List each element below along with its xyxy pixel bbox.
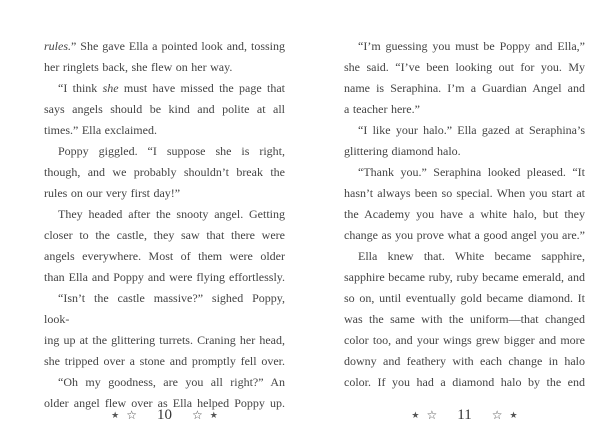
text-line (344, 183, 585, 204)
text-line (44, 288, 285, 330)
text-segment: “I’m guessing you must be Poppy and Ella,” (358, 39, 585, 53)
text-segment: though, and we probably shouldn’t break the (44, 165, 285, 179)
text-line (44, 78, 285, 99)
text-line (344, 225, 585, 246)
paragraph (44, 78, 285, 141)
text-segment: sapphire became ruby, ruby became emerald, and (344, 270, 585, 284)
text-line (344, 351, 585, 372)
text-line (344, 309, 585, 330)
text-segment: ing up at the glittering turrets. Craning her head, (44, 333, 285, 347)
page-text-block (344, 36, 585, 393)
text-line (44, 204, 285, 225)
star-solid-icon: ★ (509, 409, 518, 420)
text-line (44, 225, 285, 246)
star-outline-icon: ☆ (126, 408, 137, 422)
star-solid-icon: ★ (209, 409, 218, 420)
text-segment: her ringlets back, she flew on her way. (44, 60, 233, 74)
text-segment: she tripped over a stone and promptly fell over. (44, 354, 285, 368)
text-line (344, 99, 585, 120)
text-line (44, 141, 285, 162)
text-segment: angels everywhere. Most of them were older (44, 249, 285, 263)
text-line (44, 372, 285, 393)
text-line (44, 267, 285, 288)
text-line (44, 183, 285, 204)
page-number: 10 (157, 406, 172, 423)
text-line (44, 246, 285, 267)
text-segment: “Thank you.” Seraphina looked pleased. “It (358, 165, 585, 179)
star-outline-icon: ☆ (192, 408, 203, 422)
text-line (344, 330, 585, 351)
text-segment: a teacher here.” (344, 102, 420, 116)
text-segment: “I think (58, 81, 103, 95)
text-line (44, 351, 285, 372)
text-segment: glittering diamond halo. (344, 144, 461, 158)
text-segment: was the same with the uniform—that changed (344, 312, 585, 326)
paragraph (44, 36, 285, 78)
text-segment: must have missed the page that (118, 81, 285, 95)
book-page-right (300, 0, 600, 447)
text-line (344, 57, 585, 78)
text-line (44, 57, 285, 78)
text-segment: the Academy you have a white halo, but they (344, 207, 585, 221)
italic-text-segment: she (102, 81, 119, 95)
text-segment: than Ella and Poppy and were flying effortlessly. (44, 270, 285, 284)
text-line (44, 99, 285, 120)
paragraph (344, 162, 585, 246)
text-line (344, 162, 585, 183)
star-solid-icon: ★ (411, 409, 420, 420)
text-segment: “Isn’t the castle massive?” sighed Poppy, look- (44, 291, 285, 326)
page-footer (344, 404, 585, 426)
text-line (344, 288, 585, 309)
text-segment: They headed after the snooty angel. Getting (58, 207, 285, 221)
star-outline-icon: ☆ (491, 408, 503, 422)
text-line (44, 120, 285, 141)
text-segment: color too, and your wings grew bigger and more (344, 333, 585, 347)
star-solid-icon: ★ (111, 409, 120, 420)
text-segment: times.” Ella exclaimed. (44, 123, 157, 137)
text-line (44, 330, 285, 351)
text-line (344, 120, 585, 141)
text-segment: Ella knew that. White became sapphire, (358, 249, 585, 263)
paragraph (44, 141, 285, 204)
text-segment: older angel flew over as Ella helped Poppy up. (44, 396, 285, 410)
text-line (344, 36, 585, 57)
star-outline-icon: ☆ (426, 408, 438, 422)
text-segment: Poppy giggled. “I suppose she is right, (58, 144, 285, 158)
page-number: 11 (457, 406, 472, 423)
page-footer (44, 404, 285, 426)
text-line (344, 372, 585, 393)
paragraph (344, 120, 585, 162)
text-line (344, 267, 585, 288)
text-segment: downy and feathery with each change in halo (344, 354, 585, 368)
text-segment: so on, until eventually gold became diamond. It (344, 291, 585, 305)
text-segment: ” She gave Ella a pointed look and, tossing (71, 39, 285, 53)
text-line (44, 36, 285, 57)
text-segment: closer to the castle, they saw that there were (44, 228, 285, 242)
text-segment: rules on our very first day!” (44, 186, 181, 200)
text-segment: she said. “I’ve been looking out for you. My (344, 60, 585, 74)
italic-text-segment: rules. (44, 39, 71, 53)
text-line (44, 162, 285, 183)
text-segment: change as you prove what a good angel you are.” (344, 228, 585, 242)
text-segment: hasn’t always been so special. When you start at (344, 186, 585, 200)
text-segment: “Oh my goodness, are you all right?” An (58, 375, 285, 389)
text-segment: name is Seraphina. I’m a Guardian Angel and (344, 81, 585, 95)
text-segment: “I like your halo.” Ella gazed at Seraphina’s (358, 123, 585, 137)
page-text-block (44, 36, 285, 414)
paragraph (344, 36, 585, 120)
text-line (344, 204, 585, 225)
text-segment: color. If you had a diamond halo by the end (344, 375, 585, 389)
paragraph (344, 246, 585, 393)
text-segment: says angels should be kind and polite at all (44, 102, 285, 116)
paragraph (44, 288, 285, 372)
text-line (344, 78, 585, 99)
text-line (344, 246, 585, 267)
text-line (344, 141, 585, 162)
paragraph (44, 204, 285, 288)
